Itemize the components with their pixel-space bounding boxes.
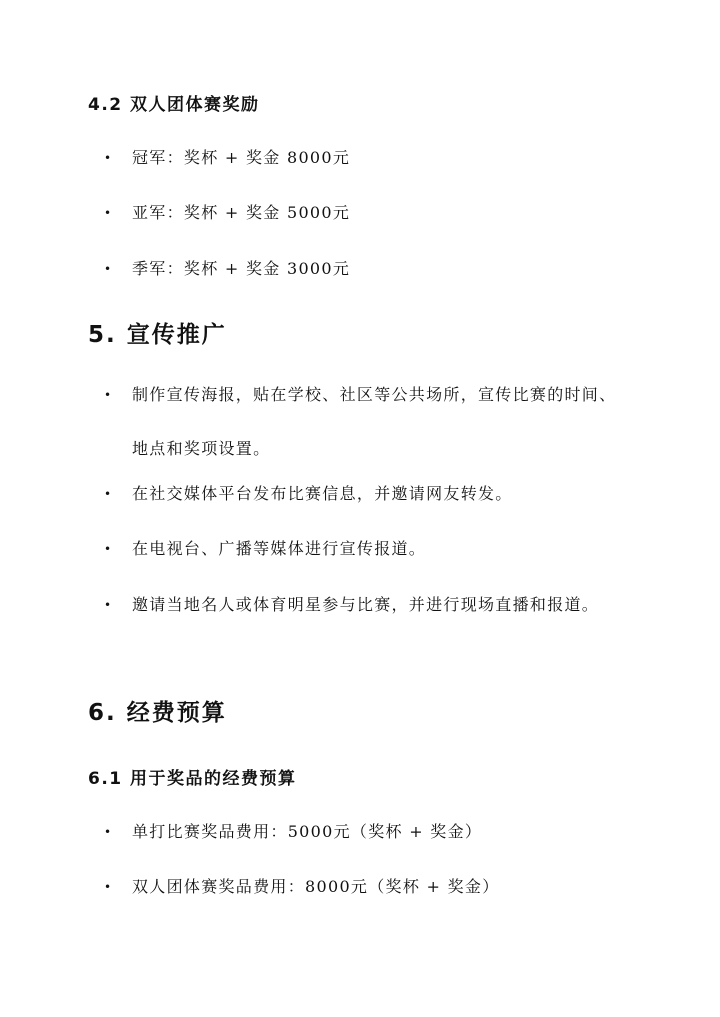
list-item-text: • 单打比赛奖品费用：5000元（奖杯 + 奖金） bbox=[132, 822, 483, 841]
list-item-text: • 制作宣传海报，贴在学校、社区等公共场所，宣传比赛的时间、地点和奖项设置。 bbox=[132, 385, 617, 458]
list-item-text: • 季军：奖杯 + 奖金 3000元 bbox=[132, 259, 351, 278]
list-item-text: • 在电视台、广播等媒体进行宣传报道。 bbox=[132, 539, 427, 558]
list-item-award-runner-up bbox=[108, 186, 628, 240]
section-heading-6: 6. 经费预算 bbox=[88, 700, 227, 726]
section-heading-4-2: 4.2 双人团体赛奖励 bbox=[88, 95, 260, 115]
list-item-text: • 邀请当地名人或体育明星参与比赛，并进行现场直播和报道。 bbox=[132, 595, 600, 614]
list-item-promo-celebrity bbox=[108, 578, 628, 632]
list-item-budget-singles bbox=[108, 805, 628, 859]
list-item-promo-poster bbox=[108, 368, 628, 476]
list-item-text: • 冠军：奖杯 + 奖金 8000元 bbox=[132, 148, 351, 167]
list-item-text: • 亚军：奖杯 + 奖金 5000元 bbox=[132, 203, 351, 222]
list-item-text: • 在社交媒体平台发布比赛信息，并邀请网友转发。 bbox=[132, 484, 513, 503]
list-item-promo-social bbox=[108, 467, 628, 521]
section-heading-6-1: 6.1 用于奖品的经费预算 bbox=[88, 769, 297, 789]
list-item-promo-tv bbox=[108, 522, 628, 576]
list-item-text: • 双人团体赛奖品费用：8000元（奖杯 + 奖金） bbox=[132, 877, 500, 896]
list-item-award-champion bbox=[108, 131, 628, 185]
list-item-budget-doubles bbox=[108, 860, 628, 914]
section-heading-5: 5. 宣传推广 bbox=[88, 322, 227, 348]
list-item-award-third bbox=[108, 242, 628, 296]
